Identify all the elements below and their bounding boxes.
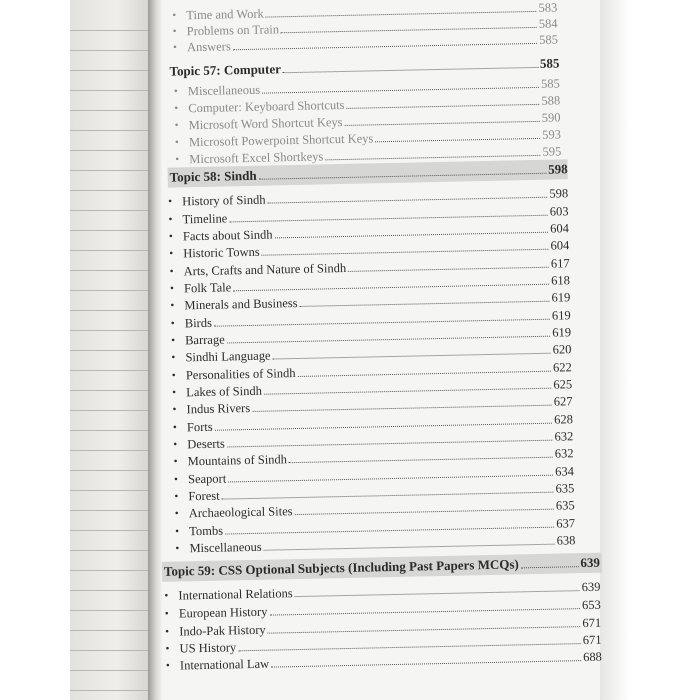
entry-label: International Law	[179, 656, 270, 673]
dot-leader	[268, 197, 548, 204]
entry-label: Lakes of Sindh	[186, 383, 263, 400]
page-number: 585	[539, 32, 559, 47]
entry-label: Timeline	[182, 211, 228, 227]
left-page-line	[70, 630, 148, 631]
left-page-line	[70, 90, 148, 91]
left-page-line	[70, 570, 148, 571]
bullet-icon: •	[170, 317, 175, 330]
left-page-line	[70, 290, 148, 291]
dot-leader	[300, 301, 550, 307]
bullet-icon: •	[173, 438, 178, 451]
entry-label: Problems on Train	[186, 22, 280, 39]
bullet-icon: •	[165, 659, 170, 672]
bullet-icon: •	[175, 153, 180, 166]
dot-leader	[271, 660, 581, 667]
entry-label: European History	[178, 604, 268, 621]
left-page-line	[70, 670, 148, 671]
page-number: 625	[553, 377, 573, 392]
bullet-icon: •	[171, 351, 176, 364]
page-number: 598	[547, 161, 568, 177]
left-page-line	[70, 330, 148, 331]
page-number: 619	[551, 290, 571, 305]
page-number: 585	[539, 55, 560, 71]
entry-label: Forts	[186, 419, 213, 435]
dot-leader	[295, 509, 554, 515]
bullet-icon: •	[168, 230, 173, 243]
left-page-line	[70, 30, 148, 31]
page-number: 632	[554, 429, 574, 444]
left-page-line	[70, 190, 148, 191]
entry-label: Microsoft Powerpoint Shortcut Keys	[188, 131, 374, 150]
page-number: 620	[552, 342, 572, 357]
bullet-icon: •	[175, 542, 180, 555]
dot-leader	[233, 43, 537, 50]
left-page-line	[70, 170, 148, 171]
page-number: 637	[556, 516, 576, 531]
left-page-line	[70, 310, 148, 311]
left-page-line	[70, 370, 148, 371]
left-page-line	[70, 50, 148, 51]
entry-label: International Relations	[178, 586, 293, 603]
page-number: 653	[581, 597, 601, 613]
page-number: 635	[555, 498, 575, 513]
dot-leader	[348, 267, 549, 272]
left-page-edge	[70, 0, 148, 700]
page-number: 635	[555, 481, 575, 496]
bullet-icon: •	[172, 9, 177, 22]
left-page-line	[70, 650, 148, 651]
dot-leader	[283, 67, 538, 73]
page-number: 639	[581, 579, 601, 595]
bullet-icon: •	[172, 386, 177, 399]
page-number: 688	[582, 649, 602, 665]
entry-label: Mountains of Sindh	[187, 452, 288, 469]
page-number: 671	[582, 615, 602, 631]
left-page-line	[70, 470, 148, 471]
left-page-line	[70, 130, 148, 131]
entry-label: Miscellaneous	[187, 82, 261, 99]
left-page-line	[70, 430, 148, 431]
bullet-icon: •	[168, 213, 173, 226]
left-page-line	[70, 70, 148, 71]
bullet-icon: •	[171, 369, 176, 382]
dot-leader	[289, 457, 553, 464]
page-number: 618	[551, 273, 571, 288]
dot-leader	[269, 608, 580, 616]
entry-label: Answers	[186, 39, 231, 55]
entry-label: Barrage	[184, 332, 225, 348]
dot-leader	[264, 544, 555, 551]
bullet-icon: •	[172, 403, 177, 416]
left-page-line	[70, 230, 148, 231]
dot-leader	[347, 104, 540, 109]
entry-label: US History	[179, 640, 237, 656]
dot-leader	[273, 353, 551, 360]
bullet-icon: •	[174, 102, 179, 115]
entry-label: History of Sindh	[182, 192, 266, 209]
dot-leader	[298, 371, 551, 377]
left-page-line	[70, 550, 148, 551]
topic-title: Topic 58: Sindh	[169, 167, 257, 185]
page-number: 604	[549, 221, 570, 236]
page-number: 639	[580, 554, 601, 571]
bullet-icon: •	[175, 525, 180, 538]
entry-label: Facts about Sindh	[182, 227, 273, 244]
bullet-icon: •	[174, 119, 179, 132]
page-number: 585	[540, 76, 560, 91]
left-page-line	[70, 490, 148, 491]
page-number: 590	[541, 110, 561, 125]
page-number: 619	[551, 308, 571, 323]
page-number: 588	[541, 93, 561, 108]
bullet-icon: •	[171, 334, 176, 347]
bullet-icon: •	[165, 625, 170, 638]
left-page-line	[70, 210, 148, 211]
page-number: 638	[556, 533, 576, 548]
bullet-icon: •	[164, 607, 169, 620]
entry-label: Miscellaneous	[189, 539, 262, 556]
entry-label: Folk Tale	[183, 280, 232, 296]
entry-label: Indo-Pak History	[179, 622, 266, 639]
entry-label: Time and Work	[186, 6, 264, 23]
entry-label: Archaeological Sites	[188, 504, 293, 521]
bullet-icon: •	[169, 247, 174, 260]
left-page-line	[70, 450, 148, 451]
page-number: 671	[582, 632, 602, 648]
left-page-line	[70, 270, 148, 271]
page-number: 595	[542, 144, 562, 159]
dot-leader	[252, 405, 552, 412]
dot-leader	[345, 121, 540, 126]
entry-label: Microsoft Word Shortcut Keys	[188, 114, 343, 133]
entry-label: Indus Rivers	[186, 400, 251, 417]
topic-title: Topic 59: CSS Optional Subjects (Including Past Papers MCQs)	[163, 556, 519, 579]
left-page-line	[70, 590, 148, 591]
page-number: 583	[538, 0, 558, 15]
left-page-line	[70, 690, 148, 691]
left-page-line	[70, 610, 148, 611]
entry-label: Microsoft Excel Shortkeys	[189, 149, 324, 167]
left-page-line	[70, 110, 148, 111]
entry-label: Sindhi Language	[185, 348, 271, 365]
bullet-icon: •	[172, 421, 177, 434]
bullet-icon: •	[174, 507, 179, 520]
bullet-icon: •	[174, 136, 179, 149]
page-number: 604	[550, 238, 570, 253]
left-page-line	[70, 530, 148, 531]
page-number: 603	[549, 204, 569, 219]
page-number: 628	[553, 412, 574, 427]
page-number: 617	[550, 256, 570, 271]
dot-leader	[262, 87, 539, 94]
entry-label: Minerals and Business	[184, 295, 298, 313]
entry-label: Tombs	[188, 523, 224, 539]
left-page-line	[70, 350, 148, 351]
entry-label: Personalities of Sindh	[185, 366, 296, 383]
dot-leader	[521, 566, 579, 568]
bullet-icon: •	[164, 589, 169, 602]
entry-label: Deserts	[187, 436, 225, 452]
left-page-line	[70, 250, 148, 251]
left-page-line	[70, 410, 148, 411]
page-number: 584	[538, 16, 558, 31]
page-number: 593	[542, 127, 562, 142]
entry-label: Seaport	[187, 471, 227, 487]
entry-label: Historic Towns	[183, 244, 260, 261]
left-page-line	[70, 390, 148, 391]
bullet-icon: •	[174, 490, 179, 503]
bullet-icon: •	[169, 265, 174, 278]
dot-leader	[262, 249, 549, 256]
bullet-icon: •	[165, 642, 170, 655]
dot-leader	[275, 232, 549, 239]
page-number: 632	[554, 446, 574, 461]
left-page-line	[70, 510, 148, 511]
entry-label: Birds	[184, 315, 213, 331]
page-number: 619	[552, 325, 572, 340]
page-number: 627	[553, 394, 573, 409]
table-of-contents	[150, 0, 605, 700]
bullet-icon: •	[173, 455, 178, 468]
bullet-icon: •	[172, 41, 177, 54]
entry-label: Arts, Crafts and Nature of Sindh	[183, 260, 347, 279]
left-page-line	[70, 150, 148, 151]
dot-leader	[375, 138, 540, 142]
bullet-icon: •	[173, 85, 178, 98]
page-number: 622	[552, 360, 572, 375]
entry-label: Computer: Keyboard Shortcuts	[188, 97, 345, 116]
page-edge-shadow	[600, 0, 630, 700]
bullet-icon: •	[168, 195, 173, 208]
bullet-icon: •	[170, 299, 175, 312]
dot-leader	[295, 590, 580, 597]
bullet-icon: •	[172, 25, 177, 38]
bullet-icon: •	[173, 473, 179, 486]
bullet-icon: •	[169, 282, 175, 295]
topic-title: Topic 57: Computer	[169, 61, 282, 79]
entry-label: Forest	[188, 488, 220, 504]
page-number: 634	[555, 464, 575, 479]
page-number: 598	[549, 186, 569, 201]
